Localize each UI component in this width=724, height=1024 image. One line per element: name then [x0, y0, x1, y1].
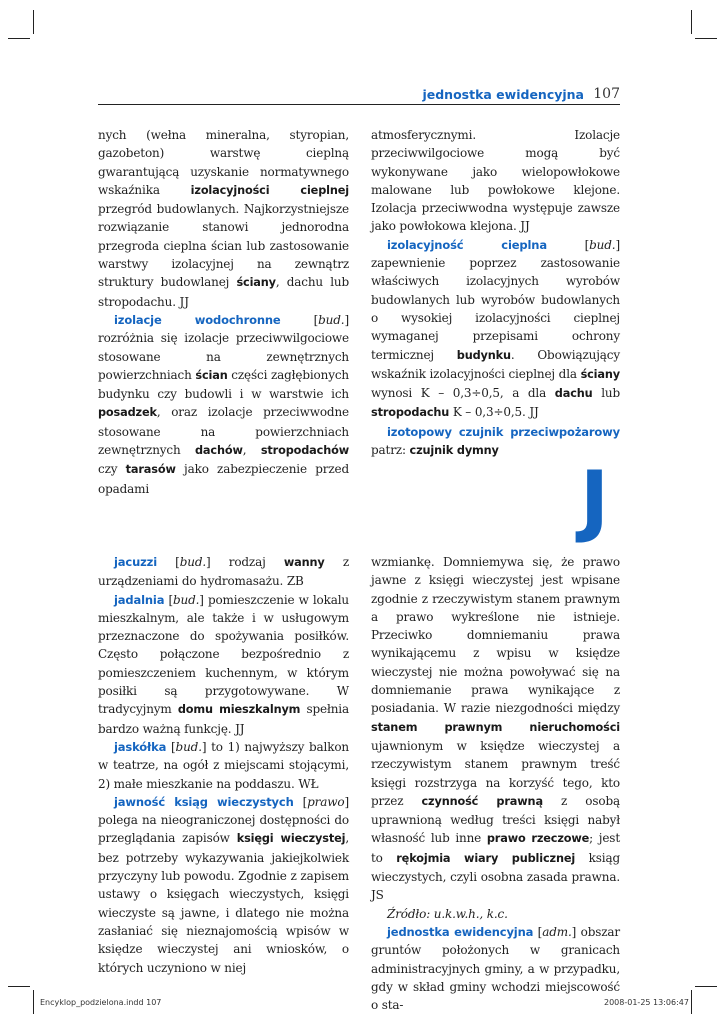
cross-reference: rękojmia wiary publicznej: [396, 851, 576, 865]
text-run: ] obszar gruntów położonych w granicach administracyjnych gminy, a w przypadku, gdy w skład gminy wchodzi miejscowość o sta-: [371, 924, 621, 1013]
crop-mark: [8, 38, 30, 39]
crop-mark: [695, 38, 717, 39]
section-letter: J: [580, 456, 610, 546]
cross-reference: ściany: [236, 276, 276, 290]
text-run: ,: [242, 443, 261, 458]
entry-term: jacuzzi: [114, 555, 157, 569]
text-run: , dachu lub stropodachu. JJ: [98, 275, 349, 309]
crop-mark: [33, 10, 34, 34]
text-run: [: [164, 592, 173, 607]
column-top-left: [98, 126, 349, 498]
cross-reference: ściany: [580, 367, 620, 381]
italic-text: prawo: [307, 794, 345, 809]
cross-reference: tarasów: [125, 463, 176, 477]
paragraph: [371, 923, 620, 1014]
text-run: z urządzeniami do hydromasażu. ZB: [98, 555, 349, 589]
crop-mark: [695, 986, 717, 987]
paragraph: [98, 738, 349, 793]
crop-mark: [33, 990, 34, 1014]
paragraph: [98, 126, 349, 311]
italic-text: adm.: [542, 924, 572, 939]
header-term: jednostka ewidencyjna: [422, 87, 584, 102]
text-run: ] pomieszczenie w lokalu mieszkalnym, ale także i w usługowym przeznaczone do spożywania posiłków. Często połączone bezpośrednio z pomieszczeniem kuchennym, w którym posiłki są przygotowywane. W tradycyjnym: [98, 592, 350, 717]
column-bottom-left: [98, 553, 349, 977]
text-run: [: [157, 555, 180, 569]
cross-reference: izolacyjności cieplnej: [190, 183, 349, 197]
text-run: ujawnionym w księdze wieczystej a rzeczywistym stanem prawnym treść księgi rozstrzyga na korzyść tego, kto przez: [371, 738, 620, 808]
text-run: , oraz izolacje przeciwwodne stosowane na powierzchniach zewnętrznych: [98, 405, 349, 458]
page-number: 107: [593, 86, 620, 102]
entry-term: izolacyjność cieplna: [387, 237, 547, 252]
text-run: lub: [592, 386, 620, 401]
column-top-right: [371, 126, 620, 460]
cross-reference: stropodachów: [260, 444, 349, 458]
paragraph: [98, 553, 349, 591]
cross-reference: domu mieszkalnym: [177, 703, 301, 717]
paragraph: [98, 311, 349, 498]
paragraph: [371, 905, 620, 923]
text-run: ] rozróżnia się izolacje przeciwwilgociowe stosowane na zewnętrznych powierzchniach: [98, 312, 349, 382]
text-run: . Obowiązujący wskaźnik izolacyjności cieplnej dla: [371, 347, 620, 381]
text-run: ksiąg wieczystych, czyli osobna zasada prawna. JS: [371, 850, 620, 903]
crop-mark: [8, 986, 30, 987]
text-run: wynosi K – 0,3÷0,5, a dla: [371, 386, 555, 401]
italic-text: bud.: [589, 237, 616, 252]
italic-text: bud.: [172, 592, 200, 607]
cross-reference: księgi wieczystej: [236, 832, 346, 846]
text-run: patrz:: [371, 443, 410, 458]
text-run: [: [533, 924, 543, 939]
footer-filename: Encyklop_podzielona.indd 107: [40, 998, 162, 1007]
text-run: czy: [98, 462, 126, 477]
text-run: ] to 1) najwyższy balkon w teatrze, na ogół z miejscami stojącymi, 2) małe mieszkanie na poddaszu. WŁ: [98, 739, 349, 791]
crop-mark: [691, 10, 692, 34]
text-run: z osobą uprawnioną według treści księgi nabył własność lub inne: [371, 793, 620, 846]
cross-reference: wanny: [283, 556, 325, 569]
paragraph: [371, 126, 620, 236]
text-run: części zagłębionych budynku czy budowli i w warstwie ich: [98, 367, 349, 402]
cross-reference: ścian: [195, 368, 228, 382]
text-run: przegród budowlanych. Najkorzystniejsze rozwiązanie stanowi jednorodna przegroda cieplna ścian lub zastosowanie warstwy izolacyjnej na zewnątrz struktury budowlanej: [98, 202, 349, 290]
text-run: nych (wełna mineralna, styropian, gazobeton) warstwę cieplną gwarantującą uzyskanie normatywnego wskaźnika: [98, 128, 349, 197]
entry-term: jawność ksiąg wieczystych: [114, 794, 294, 809]
cross-reference: prawo rzeczowe: [486, 832, 590, 846]
column-bottom-right: [371, 553, 620, 1014]
cross-reference: czujnik dymny: [409, 444, 499, 458]
text-run: atmosferycznymi. Izolacje przeciwwilgociowe mogą być wykonywane jako wielopowłokowe malowane lub powłokowe klejone. Izolacja przeciwwodna występuje zawsze jako powłokowa klejona. JJ: [371, 128, 620, 234]
paragraph: [371, 236, 620, 423]
text-run: wzmiankę. Domniemywa się, że prawo jawne z księgi wieczystej jest wpisane zgodnie z rzeczywistym stanem prawnym a prawo wykreślone nie istnieje. Przeciwko domniemaniu prawa wynikającemu z wpisu w księdze wieczystej nie można powoływać się na domniemanie prawa wynikające z posiadania. W razie niezgodności między: [371, 555, 620, 716]
entry-term: izolacje wodochronne: [114, 312, 281, 327]
italic-text: bud.: [175, 739, 202, 754]
cross-reference: budynku: [456, 348, 511, 362]
text-run: spełnia bardzo ważną funkcję. JJ: [98, 702, 349, 736]
italic-text: Źródło: u.k.w.h., k.c.: [387, 906, 508, 921]
text-run: [: [293, 794, 308, 809]
cross-reference: stropodachu: [371, 406, 450, 420]
paragraph: [371, 423, 620, 461]
entry-term: jaskółka: [114, 739, 167, 754]
cross-reference: czynność prawną: [421, 794, 543, 808]
text-run: K – 0,3÷0,5. JJ: [449, 405, 539, 420]
footer-timestamp: 2008-01-25 13:06:47: [604, 998, 689, 1007]
italic-text: bud.: [318, 312, 345, 327]
running-header: [98, 87, 620, 104]
text-run: jako zabezpieczenie przed opadami: [98, 462, 349, 496]
entry-term: izotopowy czujnik przeciwpożarowy: [387, 424, 620, 439]
text-run: [: [166, 739, 176, 754]
cross-reference: dachów: [195, 444, 243, 458]
header-rule: [98, 104, 620, 105]
text-run: ] polega na nieograniczonej dostępności do przeglądania zapisów: [98, 794, 349, 846]
text-run: [: [546, 237, 590, 252]
paragraph: [371, 553, 620, 905]
italic-text: bud.: [179, 555, 207, 569]
paragraph: [98, 793, 349, 977]
text-run: , bez potrzeby wykazywania jakiejkolwiek przyczyny lub powodu. Zgodnie z zapisem ustawy o księgach wieczystych, księgi wieczyste są jawne, i dlatego nie można zasłaniać się nieznajomością wpisów w księdze wieczystej ani wniosków, o których uczyniono w niej: [98, 831, 349, 975]
paragraph: [98, 591, 349, 738]
text-run: ; jest to: [371, 831, 620, 865]
cross-reference: posadzek: [98, 406, 157, 420]
entry-term: jadalnia: [114, 592, 165, 607]
crop-mark: [691, 990, 692, 1014]
cross-reference: dachu: [554, 387, 593, 401]
text-run: ] rodzaj: [206, 555, 284, 569]
text-run: ] zapewnienie poprzez zastosowanie właściwych izolacyjnych wyrobów budowlanych lub wyrobów budowlanych o wysokiej izolacyjności cieplnej wymaganej przepisami ochrony termicznej: [371, 237, 620, 362]
entry-term: jednostka ewidencyjna: [387, 924, 534, 939]
cross-reference: stanem prawnym nieruchomości: [371, 720, 620, 734]
text-run: [: [280, 312, 319, 327]
